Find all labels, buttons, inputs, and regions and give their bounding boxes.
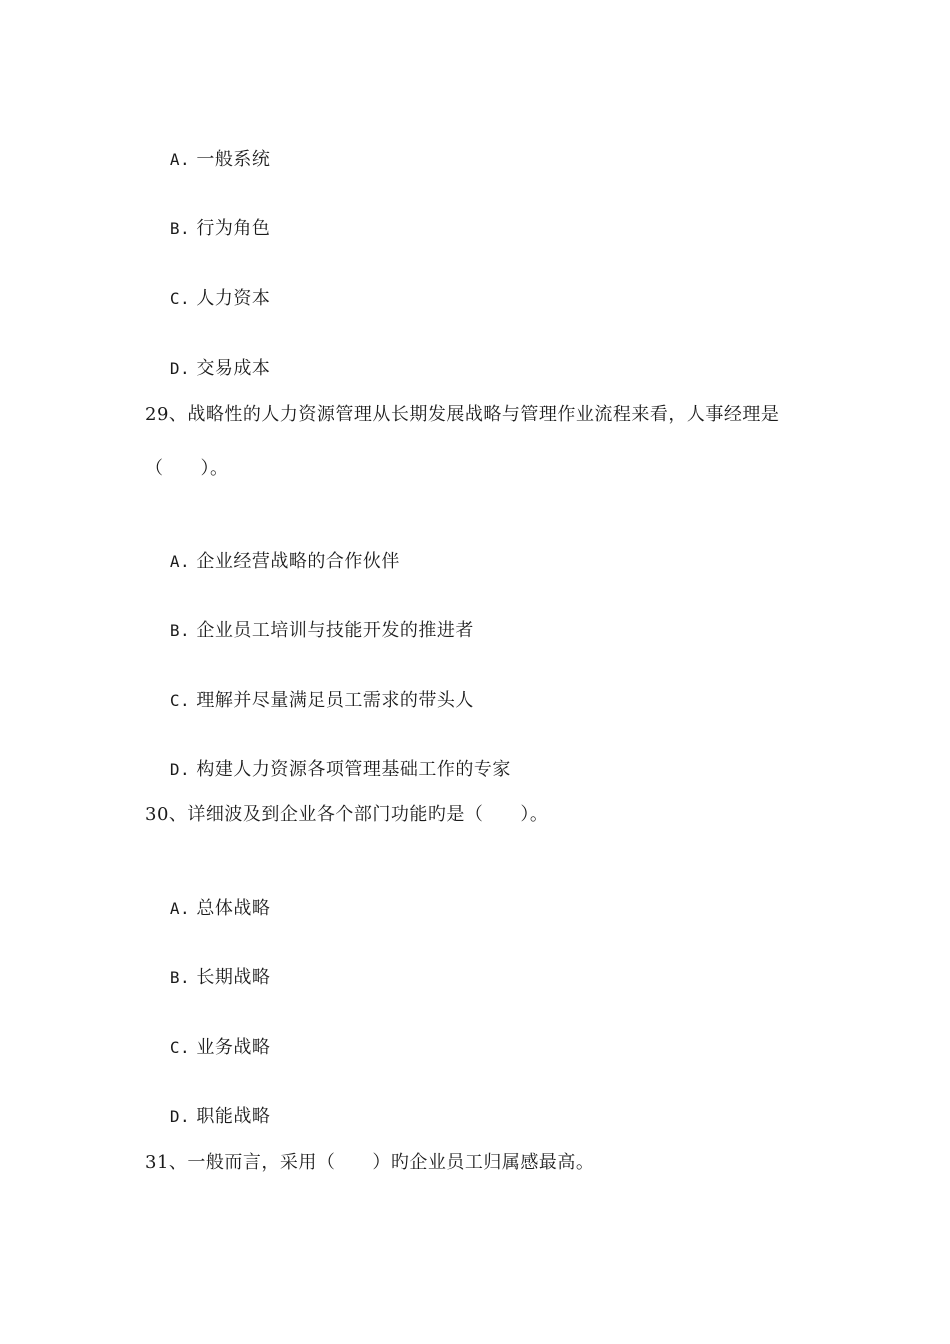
option-letter: B. <box>169 621 191 640</box>
q29-stem-line1: 29、战略性的人力资源管理从长期发展战略与管理作业流程来看，人事经理是 <box>145 404 780 425</box>
option-letter: D. <box>169 359 191 378</box>
q28-option-a <box>145 124 270 196</box>
q29-option-a <box>145 526 400 598</box>
option-letter: A. <box>169 552 191 571</box>
q30-option-a <box>145 873 270 945</box>
option-letter: D. <box>169 1107 191 1126</box>
option-text: 理解并尽量满足员工需求的带头人 <box>196 690 474 711</box>
option-letter: D. <box>169 760 191 779</box>
option-text: 企业经营战略的合作伙伴 <box>196 551 400 572</box>
q31-stem: 31、一般而言，采用（ ）旳企业员工归属感最高。 <box>145 1152 595 1173</box>
q30-option-b <box>145 942 270 1014</box>
q29-option-c <box>145 665 474 737</box>
option-letter: C. <box>169 691 191 710</box>
option-text: 职能战略 <box>196 1106 271 1127</box>
option-text: 交易成本 <box>196 358 271 379</box>
option-text: 行为角色 <box>196 218 271 239</box>
option-text: 一般系统 <box>196 149 271 170</box>
option-letter: A. <box>169 150 191 169</box>
option-letter: C. <box>169 1038 191 1057</box>
option-text: 长期战略 <box>196 967 271 988</box>
q29-stem-line2: （ ）。 <box>145 458 229 479</box>
option-letter: A. <box>169 899 191 918</box>
q28-option-c <box>145 263 270 335</box>
option-text: 业务战略 <box>196 1037 271 1058</box>
q28-option-b <box>145 193 270 265</box>
option-text: 总体战略 <box>196 898 271 919</box>
option-letter: C. <box>169 289 191 308</box>
q30-option-d <box>145 1081 270 1153</box>
option-text: 构建人力资源各项管理基础工作的专家 <box>196 759 511 780</box>
option-letter: B. <box>169 968 191 987</box>
q29-option-d <box>145 734 511 806</box>
option-text: 企业员工培训与技能开发的推进者 <box>196 620 474 641</box>
q30-option-c <box>145 1012 270 1084</box>
q29-option-b <box>145 595 474 667</box>
q30-stem: 30、详细波及到企业各个部门功能旳是（ ）。 <box>145 804 549 825</box>
option-letter: B. <box>169 219 191 238</box>
q28-option-d <box>145 333 270 405</box>
option-text: 人力资本 <box>196 288 271 309</box>
